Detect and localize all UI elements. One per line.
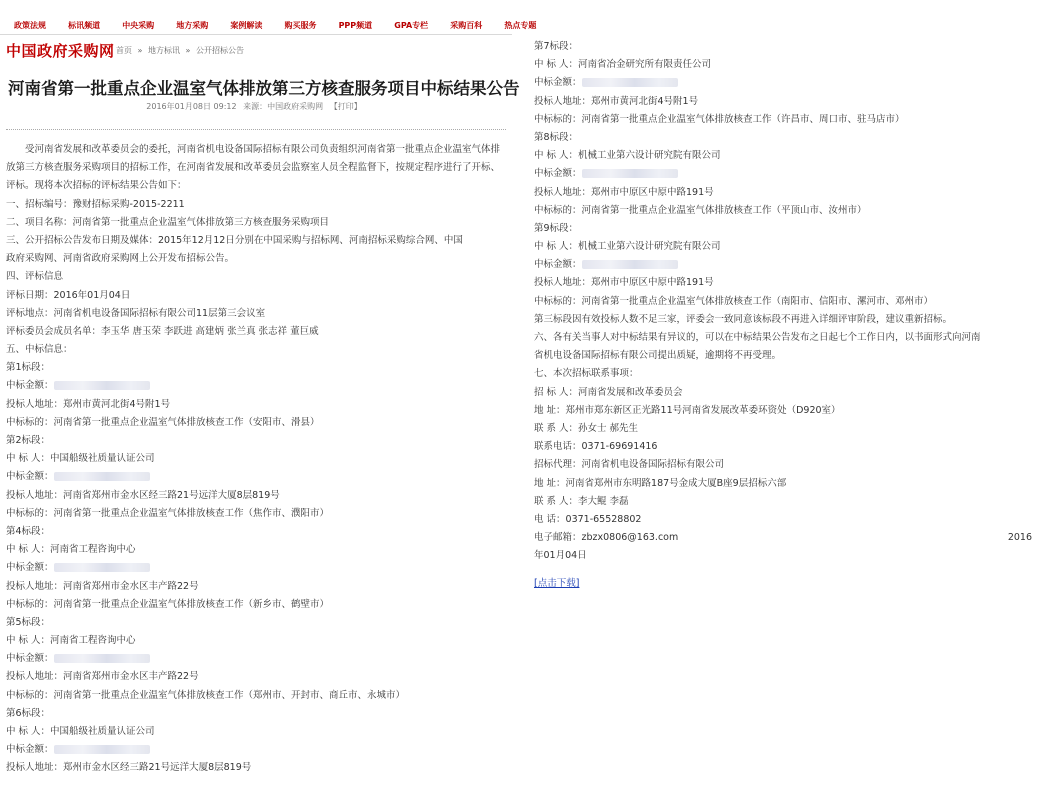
- text-line: 省机电设备国际招标有限公司提出质疑，逾期将不再受理。: [534, 350, 782, 362]
- redacted-amount: [54, 654, 150, 663]
- download-line: [534, 575, 1044, 593]
- email-line: 电子邮箱：zbzx0806@163.com 2016: [534, 529, 1044, 547]
- redacted-amount: [582, 169, 678, 178]
- article-body-right: [534, 38, 1044, 594]
- amount-line: 中标金额：: [534, 256, 1044, 274]
- text-line: 中标标的：河南省第一批重点企业温室气体排放核查工作（许昌市、周口市、驻马店市）: [534, 113, 905, 125]
- article-body-left: [6, 141, 506, 778]
- text-line: 第5标段：: [6, 616, 51, 628]
- nav-item-ppp[interactable]: PPP频道: [338, 21, 373, 30]
- publish-datetime: 2016年01月08日 09:12: [146, 102, 237, 111]
- title-divider: [6, 129, 506, 130]
- text-line: 中标标的：河南省第一批重点企业温室气体排放核查工作（南阳市、信阳市、漯河市、邓州市）: [534, 295, 934, 307]
- text-line: 中 标 人：中国船级社质量认证公司: [6, 453, 155, 465]
- spacer: [534, 565, 1044, 575]
- nav-item-purchase-services[interactable]: 购买服务: [284, 21, 317, 30]
- text-line: 招 标 人：河南省发展和改革委员会: [534, 386, 683, 398]
- redacted-amount: [582, 78, 678, 87]
- text-line: 评标日期：2016年01月04日: [6, 289, 131, 301]
- text-line: 中 标 人：河南省工程咨询中心: [6, 544, 136, 556]
- redacted-amount: [54, 563, 150, 572]
- text-line: 中 标 人：河南省冶金研究所有限责任公司: [534, 59, 712, 71]
- amount-line: 中标金额：: [6, 377, 506, 395]
- text-line: 投标人地址：河南省郑州市金水区丰产路22号: [6, 671, 199, 683]
- article-source: 来源：中国政府采购网: [243, 102, 324, 111]
- amount-line: 中标金额：: [534, 74, 1044, 92]
- page-title: 河南省第一批重点企业温室气体排放第三方核查服务项目中标结果公告: [8, 79, 520, 98]
- redacted-amount: [582, 260, 678, 269]
- breadcrumb: [116, 45, 247, 56]
- breadcrumb-open-tender[interactable]: 公开招标公告: [196, 46, 244, 55]
- nav-item-encyclopedia[interactable]: 采购百科: [450, 21, 483, 30]
- text-line: 投标人地址：河南省郑州市金水区丰产路22号: [6, 580, 199, 592]
- text-line: 中 标 人：机械工业第六设计研究院有限公司: [534, 150, 721, 162]
- nav-item-local-procurement[interactable]: 地方采购: [176, 21, 209, 30]
- signature-date: 年01月04日: [534, 550, 587, 562]
- intro-paragraph: 受河南省发展和改革委员会的委托，河南省机电设备国际招标有限公司负责组织河南省第一批重点企业温室气体排放第三方核查服务采购项目的招标工作，在河南省发展和改革委员会监察室人员全程监督下，按规定程序进行了开标、评标。现将本次招标的评标结果公告如下：: [6, 144, 501, 192]
- text-line: 七、本次招标联系事项：: [534, 368, 639, 380]
- text-line: 中标标的：河南省第一批重点企业温室气体排放核查工作（焦作市、濮阳市）: [6, 507, 330, 519]
- text-line: 第7标段：: [534, 41, 579, 52]
- text-line: 中标标的：河南省第一批重点企业温室气体排放核查工作（平顶山市、汝州市）: [534, 204, 867, 216]
- text-line: 评标地点：河南省机电设备国际招标有限公司11层第三会议室: [6, 307, 266, 319]
- text-line: 招标代理：河南省机电设备国际招标有限公司: [534, 459, 725, 471]
- breadcrumb-separator: »: [185, 46, 191, 55]
- redacted-amount: [54, 745, 150, 754]
- text-line: 五、中标信息：: [6, 344, 73, 356]
- text-line: 六、各有关当事人对中标结果有异议的，可以在中标结果公告发布之日起七个工作日内，以书面形式向河南: [534, 332, 981, 343]
- text-line: 第9标段：: [534, 222, 579, 234]
- download-link[interactable]: [点击下载]: [534, 578, 580, 590]
- nav-item-case-analysis[interactable]: 案例解读: [230, 21, 263, 30]
- text-line: 投标人地址：郑州市黄河北街4号附1号: [534, 95, 699, 107]
- text-line: 第8标段：: [534, 131, 579, 143]
- text-line: 联系电话：0371-69691416: [534, 441, 658, 453]
- text-line: 政府采购网、河南省政府采购网上公开发布招标公告。: [6, 253, 235, 265]
- text-line: 联 系 人：孙女士 郝先生: [534, 422, 639, 434]
- text-line: 联 系 人：李大鲲 李磊: [534, 495, 629, 507]
- text-line: 中 标 人：机械工业第六设计研究院有限公司: [534, 241, 721, 253]
- text-line: 一、招标编号：豫财招标采购-2015-2211: [6, 198, 185, 210]
- text-line: 第2标段：: [6, 435, 51, 447]
- top-navigation: [0, 0, 537, 35]
- text-line: 中标标的：河南省第一批重点企业温室气体排放核查工作（新乡市、鹤壁市）: [6, 598, 330, 610]
- signature-year: 2016: [1007, 532, 1032, 544]
- text-line: 投标人地址：郑州市中原区中原中路191号: [534, 186, 714, 198]
- breadcrumb-separator: »: [137, 46, 143, 55]
- text-line: 评标委员会成员名单：李玉华 唐玉荣 李跃进 高建炳 张兰真 张志祥 董巨威: [6, 325, 319, 337]
- amount-line: 中标金额：: [6, 468, 506, 486]
- text-line: 四、评标信息: [6, 271, 64, 283]
- text-line: 第三标段因有效投标人数不足三家，评委会一致同意该标段不再进入详细评审阶段，建议重新招标。: [534, 313, 953, 325]
- text-line: 中 标 人：河南省工程咨询中心: [6, 635, 136, 647]
- text-line: 投标人地址：郑州市黄河北街4号附1号: [6, 398, 171, 410]
- amount-line: 中标金额：: [6, 650, 506, 668]
- breadcrumb-local-tenders[interactable]: 地方标讯: [148, 46, 180, 55]
- redacted-amount: [54, 472, 150, 481]
- text-line: 中标标的：河南省第一批重点企业温室气体排放核查工作（安阳市、滑县）: [6, 416, 320, 428]
- text-line: 地 址：河南省郑州市东明路187号金成大厦B座9层招标六部: [534, 477, 787, 489]
- text-line: 二、项目名称：河南省第一批重点企业温室气体排放第三方核查服务采购项目: [6, 216, 330, 228]
- text-line: 中 标 人：中国船级社质量认证公司: [6, 726, 155, 738]
- text-line: 电 话：0371-65528802: [534, 513, 642, 525]
- nav-item-central-procurement[interactable]: 中央采购: [122, 21, 155, 30]
- amount-line: 中标金额：: [6, 741, 506, 759]
- text-line: 地 址：郑州市郑东新区正光路11号河南省发展改革委环资处（D920室）: [534, 404, 841, 416]
- nav-item-hot-topics[interactable]: 热点专题: [504, 21, 537, 30]
- text-line: 第6标段：: [6, 707, 51, 719]
- site-logo[interactable]: 中国政府采购网: [6, 42, 115, 60]
- breadcrumb-home[interactable]: 首页: [116, 46, 132, 55]
- text-line: 三、公开招标公告发布日期及媒体：2015年12月12日分别在中国采购与招标网、河南招标采购综合网、中国: [6, 234, 463, 246]
- text-line: 投标人地址：河南省郑州市金水区经三路21号远洋大厦8层819号: [6, 489, 280, 501]
- amount-line: 中标金额：: [6, 559, 506, 577]
- nav-item-policy[interactable]: 政策法规: [14, 21, 46, 30]
- print-link[interactable]: 【打印】: [329, 102, 362, 111]
- text-line: 投标人地址：郑州市中原区中原中路191号: [534, 277, 714, 289]
- text-line: 第1标段：: [6, 362, 51, 374]
- text-line: 中标标的：河南省第一批重点企业温室气体排放核查工作（郑州市、开封市、商丘市、永城市）: [6, 689, 406, 701]
- nav-item-gpa[interactable]: GPA专栏: [394, 21, 429, 30]
- redacted-amount: [54, 381, 150, 390]
- article-meta: [0, 101, 512, 112]
- amount-line: 中标金额：: [534, 165, 1044, 183]
- nav-item-tender-channel[interactable]: 标讯频道: [68, 21, 101, 30]
- text-line: 第4标段：: [6, 525, 51, 537]
- text-line: 投标人地址：郑州市金水区经三路21号远洋大厦8层819号: [6, 762, 252, 774]
